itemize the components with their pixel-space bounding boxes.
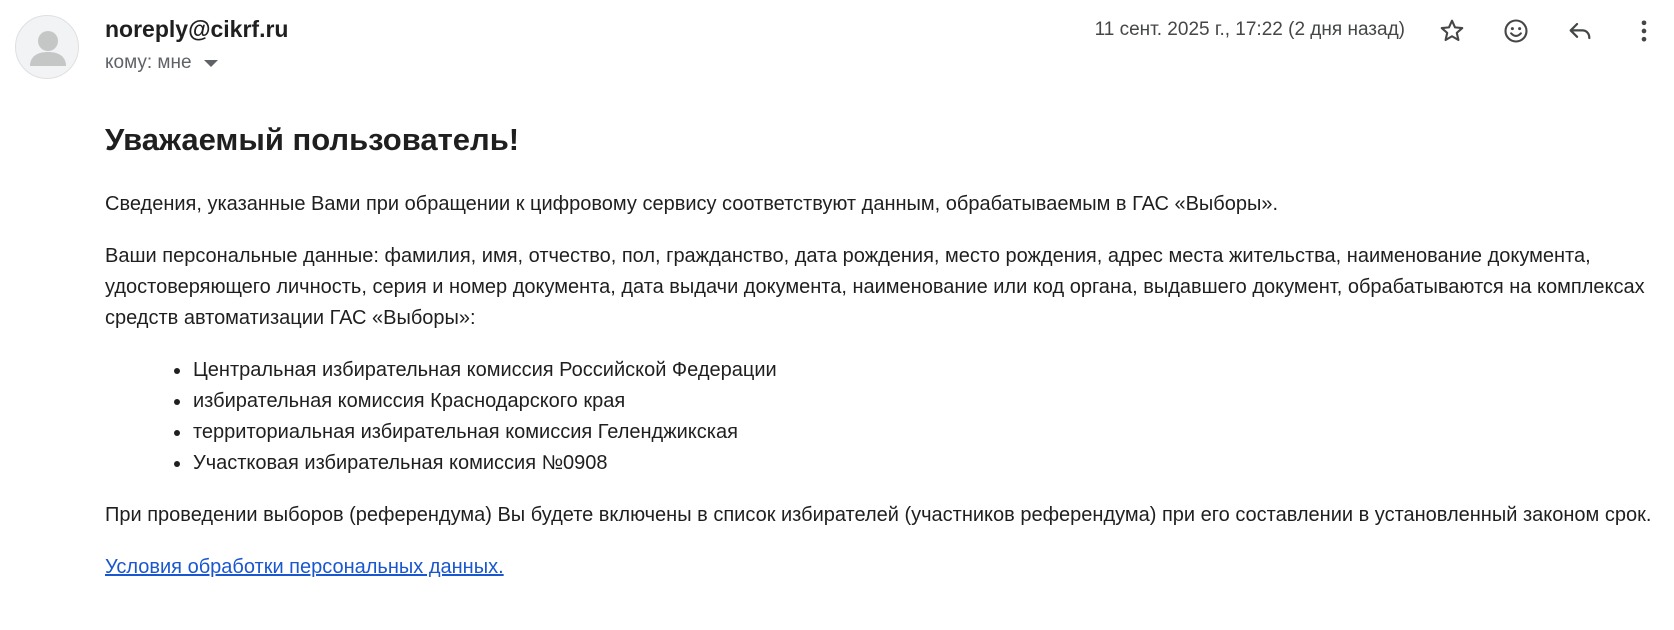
- message-heading: Уважаемый пользователь!: [105, 122, 520, 157]
- more-vert-icon: [1630, 17, 1658, 45]
- link-paragraph: [105, 552, 1665, 583]
- reply-button[interactable]: [1559, 10, 1601, 52]
- message-datetime: 11 сент. 2025 г., 17:22 (2 дня назад): [1094, 19, 1405, 40]
- reply-icon: [1566, 17, 1594, 45]
- list-item: территориальная избирательная комиссия Геленджикская: [193, 417, 1665, 448]
- sender-avatar[interactable]: [15, 15, 79, 79]
- recipient-row: [105, 52, 218, 74]
- paragraph-personal-data: Ваши персональные данные: фамилия, имя, отчество, пол, гражданство, дата рождения, место рождения, адрес места жительства, наименование документа, удостоверяющего личность, серия и номер документа, дата выдачи документа, наименование или код органа, выдавшего документ, обрабатываются на комплексах средств автоматизации ГАС «Выборы»:: [105, 245, 1645, 329]
- more-options-button[interactable]: [1623, 10, 1665, 52]
- list-item: избирательная комиссия Краснодарского края: [193, 386, 1665, 417]
- organizations-list: [193, 355, 1665, 479]
- person-icon: [16, 16, 79, 79]
- recipient-label: кому: мне: [105, 52, 192, 73]
- emoji-icon: [1502, 17, 1530, 45]
- message-body: [105, 120, 1665, 583]
- paragraph-voter-list: При проведении выборов (референдума) Вы будете включены в список избирателей (участников референдума) при его составлении в установленный законом срок.: [105, 504, 1652, 526]
- star-icon: [1438, 17, 1466, 45]
- add-reaction-button[interactable]: [1495, 10, 1537, 52]
- recipient-details-dropdown-icon[interactable]: [204, 60, 218, 67]
- star-button[interactable]: [1431, 10, 1473, 52]
- sender-address: noreply@cikrf.ru: [105, 16, 289, 42]
- list-item: Участковая избирательная комиссия №0908: [193, 448, 1665, 479]
- privacy-terms-link[interactable]: Условия обработки персональных данных.: [105, 556, 504, 578]
- paragraph-data-match: Сведения, указанные Вами при обращении к цифровому сервису соответствуют данным, обрабатываемым в ГАС «Выборы».: [105, 193, 1279, 215]
- list-item: Центральная избирательная комиссия Российской Федерации: [193, 355, 1665, 386]
